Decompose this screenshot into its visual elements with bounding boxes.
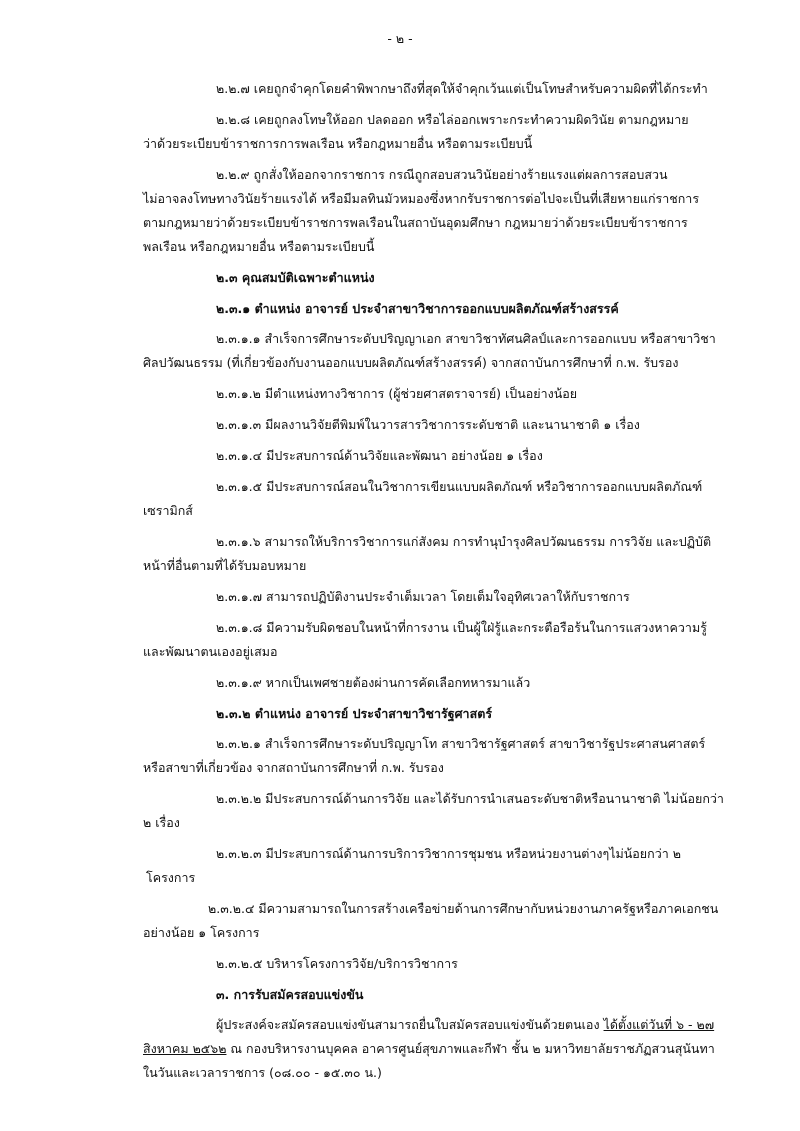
clause-2-3-1-9: ๒.๓.๑.๙ หากเป็นเพศชายต้องผ่านการคัดเลือกทหารมาแล้ว [216, 675, 531, 690]
clause-2-3-1-8-line1: ๒.๓.๑.๘ มีความรับผิดชอบในหน้าที่การงาน เป็นผู้ใฝ่รู้และกระตือรือร้นในการแสวงหาความรู้ [216, 620, 707, 635]
clause-2-3-1-1-line1: ๒.๓.๑.๑ สำเร็จการศึกษาระดับปริญญาเอก สาขาวิชาทัศนศิลป์และการออกแบบ หรือสาขาวิชา [216, 331, 716, 346]
clause-2-3-2-3-line2: โครงการ [146, 870, 196, 885]
clause-2-3-1-6-line1: ๒.๓.๑.๖ สามารถให้บริการวิชาการแก่สังคม การทำนุบำรุงศิลปวัฒนธรรม การวิจัย และปฏิบัติ [216, 534, 712, 549]
clause-2-2-8-line1: ๒.๒.๘ เคยถูกลงโทษให้ออก ปลดออก หรือไล่ออกเพราะกระทำความผิดวินัย ตามกฎหมาย [216, 112, 689, 127]
section-3-line1 [216, 1016, 714, 1034]
clause-2-3-1-2: ๒.๓.๑.๒ มีตำแหน่งทางวิชาการ (ผู้ช่วยศาสตราจารย์) เป็นอย่างน้อย [216, 386, 578, 401]
clause-2-2-9-line3: ตามกฎหมายว่าด้วยระเบียบข้าราชการพลเรือนในสถาบันอุดมศึกษา กฎหมายว่าด้วยระเบียบข้าราชการ [143, 215, 688, 230]
clause-2-2-9-line2: ไม่อาจลงโทษทางวินัยร้ายแรงได้ หรือมีมลทินมัวหมองซึ่งหากรับราชการต่อไปจะเป็นที่เสียหายแก่ราชการ [143, 191, 700, 206]
section-3-line2-text: ณ กองบริหารงานบุคคล อาคารศูนย์สุขภาพและกีฬา ชั้น ๒ มหาวิทยาลัยราชภัฏสวนสุนันทา [226, 1041, 715, 1056]
section-3-line3: ในวันและเวลาราชการ (๐๘.๐๐ - ๑๕.๓๐ น.) [143, 1065, 382, 1080]
clause-2-3-2-3-line1: ๒.๓.๒.๓ มีประสบการณ์ด้านการบริการวิชาการชุมชน หรือหน่วยงานต่างๆไม่น้อยกว่า ๒ [216, 846, 681, 861]
clause-2-3-1-7: ๒.๓.๑.๗ สามารถปฏิบัติงานประจำเต็มเวลา โดยเต็มใจอุทิศเวลาให้กับราชการ [216, 589, 630, 604]
section-3-line2 [143, 1040, 715, 1058]
clause-2-3-2-1-line1: ๒.๓.๒.๑ สำเร็จการศึกษาระดับปริญญาโท สาขาวิชารัฐศาสตร์ สาขาวิชารัฐประศาสนศาสตร์ [216, 736, 706, 751]
page-number: - ๒ - [387, 31, 413, 46]
clause-2-3-1-3: ๒.๓.๑.๓ มีผลงานวิจัยตีพิมพ์ในวารสารวิชาการระดับชาติ และนานาชาติ ๑ เรื่อง [216, 417, 640, 432]
clause-2-3-2-2-line1: ๒.๓.๒.๒ มีประสบการณ์ด้านการวิจัย และได้รับการนำเสนอระดับชาติหรือนานาชาติ ไม่น้อยกว่า [216, 791, 724, 806]
clause-2-3-2-2-line2: ๒ เรื่อง [143, 815, 180, 830]
application-date-range: ได้ตั้งแต่วันที่ ๖ - ๒๗ [603, 1017, 715, 1032]
heading-3: ๓. การรับสมัครสอบแข่งขัน [216, 987, 364, 1002]
clause-2-3-1-5-line1: ๒.๓.๑.๕ มีประสบการณ์สอนในวิชาการเขียนแบบผลิตภัณฑ์ หรือวิชาการออกแบบผลิตภัณฑ์ [216, 479, 703, 494]
clause-2-3-2-5: ๒.๓.๒.๕ บริหารโครงการวิจัย/บริการวิชาการ [216, 956, 458, 971]
clause-2-3-2-4-line2: อย่างน้อย ๑ โครงการ [143, 925, 260, 940]
clause-2-2-9-line4: พลเรือน หรือกฎหมายอื่น หรือตามระเบียบนี้ [143, 239, 375, 254]
clause-2-2-8-line2: ว่าด้วยระเบียบข้าราชการการพลเรือน หรือกฎหมายอื่น หรือตามระเบียบนี้ [143, 136, 533, 151]
heading-2-3-2: ๒.๓.๒ ตำแหน่ง อาจารย์ ประจำสาขาวิชารัฐศาสตร์ [216, 706, 493, 721]
section-3-line1-text: ผู้ประสงค์จะสมัครสอบแข่งขันสามารถยื่นใบสมัครสอบแข่งขันด้วยตนเอง [216, 1017, 604, 1032]
clause-2-3-1-6-line2: หน้าที่อื่นตามที่ได้รับมอบหมาย [143, 558, 307, 573]
heading-2-3-1: ๒.๓.๑ ตำแหน่ง อาจารย์ ประจำสาขาวิชาการออกแบบผลิตภัณฑ์สร้างสรรค์ [216, 301, 619, 316]
heading-2-3: ๒.๓ คุณสมบัติเฉพาะตำแหน่ง [216, 270, 375, 285]
clause-2-3-1-8-line2: และพัฒนาตนเองอยู่เสมอ [143, 644, 278, 659]
clause-2-3-1-4: ๒.๓.๑.๔ มีประสบการณ์ด้านวิจัยและพัฒนา อย่างน้อย ๑ เรื่อง [216, 448, 543, 463]
application-month-year: สิงหาคม ๒๕๖๒ [143, 1041, 227, 1056]
clause-2-3-1-5-line2: เซรามิกส์ [143, 503, 193, 518]
clause-2-2-9-line1: ๒.๒.๙ ถูกสั่งให้ออกจากราชการ กรณีถูกสอบสวนวินัยอย่างร้ายแรงแต่ผลการสอบสวน [216, 167, 668, 182]
clause-2-3-2-1-line2: หรือสาขาที่เกี่ยวข้อง จากสถาบันการศึกษาที่ ก.พ. รับรอง [143, 760, 444, 775]
clause-2-3-1-1-line2: ศิลปวัฒนธรรม (ที่เกี่ยวข้องกับงานออกแบบผลิตภัณฑ์สร้างสรรค์) จากสถาบันการศึกษาที่ ก.พ. รับรอง [143, 355, 679, 370]
clause-2-3-2-4-line1: ๒.๓.๒.๔ มีความสามารถในการสร้างเครือข่ายด้านการศึกษากับหน่วยงานภาครัฐหรือภาคเอกชน [208, 901, 719, 916]
clause-2-2-7: ๒.๒.๗ เคยถูกจำคุกโดยคำพิพากษาถึงที่สุดให้จำคุกเว้นแต่เป็นโทษสำหรับความผิดที่ได้กระทำ [216, 81, 708, 96]
